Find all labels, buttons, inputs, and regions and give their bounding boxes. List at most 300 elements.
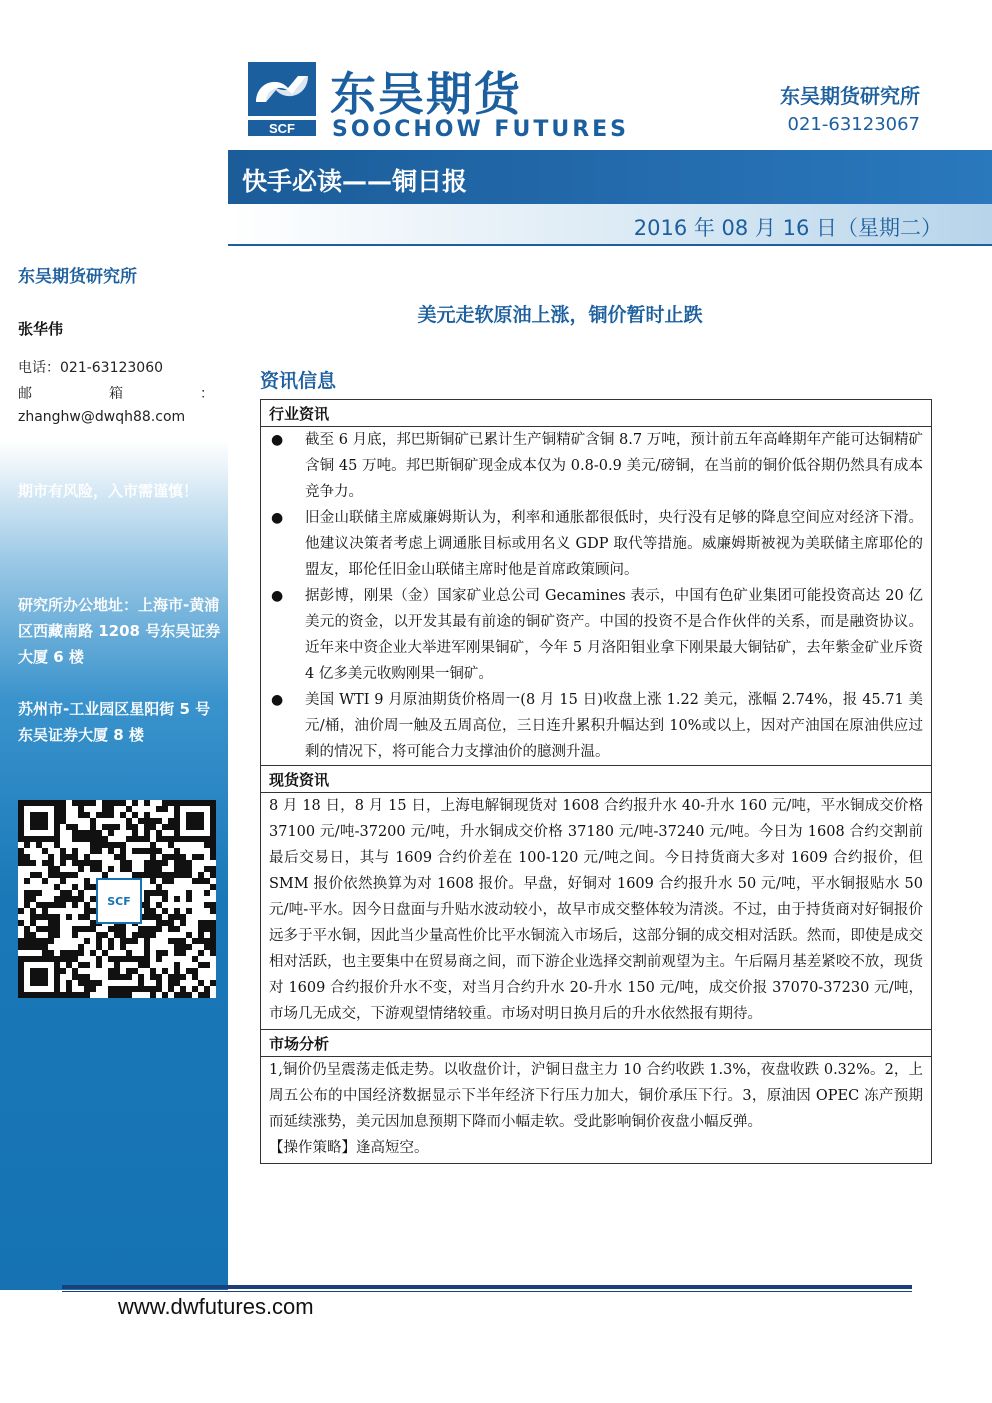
qr-module bbox=[144, 956, 150, 962]
qr-module bbox=[60, 848, 66, 854]
qr-module bbox=[42, 860, 48, 866]
qr-module bbox=[60, 890, 66, 896]
company-name-en: SOOCHOW FUTURES bbox=[332, 117, 630, 142]
qr-module bbox=[156, 920, 162, 926]
qr-module bbox=[84, 878, 90, 884]
qr-module bbox=[54, 842, 60, 848]
qr-module bbox=[108, 800, 114, 806]
qr-module bbox=[150, 854, 156, 860]
risk-warning: 期市有风险，入市需谨慎！ bbox=[18, 482, 199, 500]
qr-module bbox=[48, 920, 54, 926]
qr-module bbox=[144, 800, 150, 806]
qr-module bbox=[150, 974, 156, 980]
qr-module bbox=[90, 842, 96, 848]
qr-module bbox=[24, 800, 30, 806]
qr-module bbox=[198, 872, 204, 878]
qr-module bbox=[150, 986, 156, 992]
qr-module bbox=[30, 974, 36, 980]
qr-module bbox=[18, 992, 24, 998]
qr-module bbox=[36, 914, 42, 920]
qr-module bbox=[150, 890, 156, 896]
qr-module bbox=[150, 908, 156, 914]
qr-module bbox=[144, 890, 150, 896]
qr-module bbox=[36, 980, 42, 986]
qr-module bbox=[42, 902, 48, 908]
qr-module bbox=[198, 800, 204, 806]
qr-module bbox=[66, 890, 72, 896]
qr-module bbox=[144, 932, 150, 938]
qr-module bbox=[192, 824, 198, 830]
qr-module bbox=[66, 896, 72, 902]
qr-module bbox=[78, 812, 84, 818]
qr-module bbox=[24, 992, 30, 998]
qr-module bbox=[78, 992, 84, 998]
qr-module bbox=[186, 872, 192, 878]
qr-module bbox=[162, 872, 168, 878]
qr-module bbox=[84, 980, 90, 986]
qr-module bbox=[204, 800, 210, 806]
qr-module bbox=[48, 860, 54, 866]
qr-module bbox=[24, 860, 30, 866]
office-address-suzhou: 苏州市-工业园区星阳街 5 号东吴证券大厦 8 楼 bbox=[18, 700, 211, 744]
qr-module bbox=[78, 914, 84, 920]
qr-module bbox=[114, 926, 120, 932]
qr-module bbox=[54, 992, 60, 998]
spot-news-text: 8 月 18 日，8 月 15 日，上海电解铜现货对 1608 合约报升水 40-升水 160 元/吨，平水铜成交价格 37100 元/吨-37200 元/吨，升水铜成交价格 37180 元/吨-37240 元/吨。今日为 1608 合约交割前最后交易日，其与 1609 合约价差在 100-120 元/吨之间。今日持货商大多对 1609 合约报价，但 SMM 报价依然换算为对 1608 报价。早盘，好铜对 1609 合约报升水 50 元/吨，平水铜报贴水 50 元/吨-平水。因今日盘面与升贴水波动较小，故早市成交整体较为清淡。不过，由于持货商对好铜报价远多于平水铜，因此当少量高性价比平水铜流入市场后，这部分铜的成交相对活跃。然而，即使是成交相对活跃，也主要集中在贸易商之间，而下游企业选择交割前观望为主。午后隔月基差紧咬不放，现货对 1609 合约报价升水不变，对当月合约升水 20-升水 150 元/吨，成交价报 37070-37230 元/吨，市场几无成交，下游观望情绪较重。市场对明日换月后的升水依然报有期待。 bbox=[269, 798, 923, 1022]
qr-module bbox=[198, 836, 204, 842]
qr-module bbox=[60, 854, 66, 860]
qr-module bbox=[180, 992, 186, 998]
qr-module bbox=[18, 836, 24, 842]
news-table bbox=[260, 399, 932, 1164]
qr-module bbox=[174, 860, 180, 866]
qr-module bbox=[168, 974, 174, 980]
qr-module bbox=[66, 992, 72, 998]
qr-module bbox=[150, 848, 156, 854]
qr-module bbox=[174, 992, 180, 998]
qr-module bbox=[42, 914, 48, 920]
qr-module bbox=[204, 902, 210, 908]
qr-module bbox=[36, 974, 42, 980]
qr-module bbox=[54, 800, 60, 806]
qr-module bbox=[48, 836, 54, 842]
industry-news-heading: 行业资讯 bbox=[261, 400, 931, 427]
qr-module bbox=[24, 932, 30, 938]
qr-module bbox=[132, 836, 138, 842]
logo-badge-text: SCF bbox=[269, 121, 295, 136]
qr-module bbox=[204, 962, 210, 968]
qr-module bbox=[126, 956, 132, 962]
qr-module bbox=[96, 812, 102, 818]
qr-module bbox=[186, 968, 192, 974]
news-item-text: 美国 WTI 9 月原油期货价格周一(8 月 15 日)收盘上涨 1.22 美元，涨幅 2.74%，报 45.71 美元/桶，油价周一触及五周高位，三日连升累积升幅达到 10%或以上，因对产油国在原油供应过剩的情况下，将可能合力支撑油价的臆测升温。 bbox=[305, 692, 923, 760]
qr-module bbox=[150, 872, 156, 878]
qr-module bbox=[150, 866, 156, 872]
company-name-cn: 东吴期货 bbox=[330, 67, 522, 121]
qr-module bbox=[30, 944, 36, 950]
qr-module bbox=[126, 992, 132, 998]
qr-module bbox=[102, 836, 108, 842]
qr-module bbox=[132, 830, 138, 836]
qr-module bbox=[150, 818, 156, 824]
qr-module bbox=[186, 866, 192, 872]
qr-module bbox=[168, 824, 174, 830]
qr-module bbox=[120, 800, 126, 806]
qr-module bbox=[156, 986, 162, 992]
qr-module bbox=[102, 800, 108, 806]
qr-module bbox=[180, 872, 186, 878]
qr-module bbox=[54, 830, 60, 836]
qr-module bbox=[72, 830, 78, 836]
qr-module bbox=[24, 938, 30, 944]
qr-module bbox=[192, 956, 198, 962]
footer-website-link[interactable]: www.dwfutures.com bbox=[118, 1294, 314, 1319]
qr-module bbox=[174, 824, 180, 830]
qr-module bbox=[78, 866, 84, 872]
qr-module bbox=[186, 908, 192, 914]
qr-module bbox=[210, 812, 216, 818]
qr-module bbox=[126, 986, 132, 992]
qr-module bbox=[156, 872, 162, 878]
qr-module bbox=[204, 890, 210, 896]
qr-module bbox=[114, 992, 120, 998]
qr-module bbox=[192, 818, 198, 824]
qr-module bbox=[174, 848, 180, 854]
qr-module bbox=[42, 878, 48, 884]
qr-module bbox=[42, 950, 48, 956]
section-title: 资讯信息 bbox=[260, 370, 337, 392]
qr-module bbox=[24, 890, 30, 896]
qr-module bbox=[144, 872, 150, 878]
qr-module bbox=[144, 950, 150, 956]
qr-module bbox=[192, 854, 198, 860]
qr-module bbox=[42, 980, 48, 986]
qr-module bbox=[174, 830, 180, 836]
qr-module bbox=[132, 956, 138, 962]
qr-module bbox=[156, 848, 162, 854]
report-title-bar bbox=[228, 150, 992, 204]
qr-module bbox=[54, 806, 60, 812]
qr-module bbox=[132, 932, 138, 938]
qr-module bbox=[18, 920, 24, 926]
qr-module bbox=[96, 848, 102, 854]
spot-news-section bbox=[261, 793, 931, 1030]
qr-module bbox=[156, 956, 162, 962]
qr-module bbox=[18, 956, 24, 962]
qr-module bbox=[186, 824, 192, 830]
qr-module bbox=[36, 812, 42, 818]
qr-module bbox=[114, 956, 120, 962]
qr-module bbox=[60, 806, 66, 812]
qr-code bbox=[18, 800, 216, 998]
qr-module bbox=[144, 926, 150, 932]
qr-module bbox=[198, 962, 204, 968]
qr-module bbox=[180, 950, 186, 956]
market-analysis-section bbox=[261, 1057, 931, 1163]
qr-module bbox=[60, 902, 66, 908]
qr-module bbox=[210, 872, 216, 878]
qr-module bbox=[96, 866, 102, 872]
qr-module bbox=[18, 860, 24, 866]
qr-module bbox=[18, 962, 24, 968]
qr-module bbox=[78, 980, 84, 986]
qr-module bbox=[42, 836, 48, 842]
qr-module bbox=[108, 824, 114, 830]
qr-module bbox=[204, 836, 210, 842]
qr-module bbox=[156, 806, 162, 812]
qr-module bbox=[120, 848, 126, 854]
qr-module bbox=[108, 956, 114, 962]
qr-module bbox=[126, 836, 132, 842]
qr-module bbox=[138, 956, 144, 962]
qr-module bbox=[30, 968, 36, 974]
qr-module bbox=[54, 866, 60, 872]
qr-module bbox=[186, 818, 192, 824]
qr-module bbox=[78, 806, 84, 812]
qr-module bbox=[42, 800, 48, 806]
qr-module bbox=[144, 986, 150, 992]
qr-module bbox=[210, 842, 216, 848]
qr-module bbox=[198, 824, 204, 830]
qr-module bbox=[42, 968, 48, 974]
qr-module bbox=[84, 914, 90, 920]
qr-module bbox=[168, 920, 174, 926]
qr-module bbox=[36, 818, 42, 824]
qr-module bbox=[120, 812, 126, 818]
qr-module bbox=[180, 800, 186, 806]
qr-module bbox=[162, 968, 168, 974]
qr-module bbox=[72, 848, 78, 854]
qr-module bbox=[78, 836, 84, 842]
qr-module bbox=[162, 854, 168, 860]
qr-module bbox=[42, 938, 48, 944]
qr-module bbox=[174, 974, 180, 980]
qr-module bbox=[108, 830, 114, 836]
qr-module bbox=[72, 950, 78, 956]
analyst-email[interactable]: zhanghw@dwqh88.com bbox=[18, 409, 186, 425]
qr-module bbox=[120, 866, 126, 872]
qr-module bbox=[156, 980, 162, 986]
qr-module bbox=[84, 962, 90, 968]
qr-module bbox=[120, 854, 126, 860]
qr-module bbox=[120, 956, 126, 962]
qr-module bbox=[150, 926, 156, 932]
qr-module bbox=[48, 800, 54, 806]
qr-module bbox=[198, 938, 204, 944]
qr-module bbox=[24, 878, 30, 884]
qr-module bbox=[186, 800, 192, 806]
qr-module bbox=[156, 926, 162, 932]
qr-module bbox=[18, 938, 24, 944]
qr-module bbox=[144, 848, 150, 854]
qr-module bbox=[90, 860, 96, 866]
qr-module bbox=[180, 938, 186, 944]
qr-module bbox=[126, 818, 132, 824]
spot-news-heading: 现货资讯 bbox=[261, 766, 931, 793]
qr-module bbox=[30, 860, 36, 866]
qr-module bbox=[144, 818, 150, 824]
qr-module bbox=[54, 968, 60, 974]
qr-module bbox=[198, 950, 204, 956]
qr-module bbox=[180, 986, 186, 992]
qr-module bbox=[156, 830, 162, 836]
qr-module bbox=[138, 986, 144, 992]
qr-module bbox=[204, 842, 210, 848]
qr-module bbox=[72, 932, 78, 938]
qr-module bbox=[144, 914, 150, 920]
qr-module bbox=[210, 938, 216, 944]
qr-module bbox=[72, 992, 78, 998]
qr-module bbox=[168, 938, 174, 944]
qr-module bbox=[42, 908, 48, 914]
qr-module bbox=[144, 896, 150, 902]
qr-module bbox=[210, 926, 216, 932]
qr-module bbox=[18, 806, 24, 812]
qr-module bbox=[126, 860, 132, 866]
qr-module bbox=[72, 800, 78, 806]
qr-module bbox=[42, 992, 48, 998]
qr-module bbox=[42, 956, 48, 962]
qr-module bbox=[108, 926, 114, 932]
qr-module bbox=[198, 926, 204, 932]
qr-module bbox=[180, 944, 186, 950]
qr-module bbox=[138, 818, 144, 824]
report-date-bar bbox=[228, 204, 992, 246]
qr-module bbox=[138, 932, 144, 938]
sidebar bbox=[0, 0, 228, 1290]
qr-module bbox=[78, 926, 84, 932]
strategy-text: 【操作策略】逢高短空。 bbox=[269, 1140, 429, 1156]
list-item bbox=[261, 687, 931, 765]
qr-module bbox=[198, 980, 204, 986]
qr-module bbox=[30, 932, 36, 938]
qr-module bbox=[114, 932, 120, 938]
qr-module bbox=[114, 800, 120, 806]
qr-module bbox=[36, 800, 42, 806]
qr-module bbox=[198, 932, 204, 938]
qr-module bbox=[84, 854, 90, 860]
qr-module bbox=[156, 860, 162, 866]
qr-module bbox=[24, 956, 30, 962]
qr-module bbox=[30, 890, 36, 896]
qr-module bbox=[18, 824, 24, 830]
qr-module bbox=[42, 812, 48, 818]
qr-module bbox=[30, 938, 36, 944]
qr-module bbox=[54, 818, 60, 824]
qr-module bbox=[96, 830, 102, 836]
qr-module bbox=[162, 800, 168, 806]
qr-module bbox=[90, 830, 96, 836]
qr-module bbox=[162, 836, 168, 842]
qr-module bbox=[198, 854, 204, 860]
qr-module bbox=[72, 836, 78, 842]
office-address-shanghai: 研究所办公地址：上海市-黄浦区西藏南路 1208 号东吴证券大厦 6 楼 bbox=[18, 596, 221, 666]
qr-module bbox=[126, 866, 132, 872]
qr-module bbox=[72, 968, 78, 974]
qr-module bbox=[174, 962, 180, 968]
qr-module bbox=[60, 896, 66, 902]
qr-module bbox=[60, 812, 66, 818]
qr-module bbox=[54, 872, 60, 878]
qr-module bbox=[102, 932, 108, 938]
qr-module bbox=[156, 914, 162, 920]
qr-module bbox=[162, 878, 168, 884]
qr-module bbox=[144, 902, 150, 908]
qr-module bbox=[162, 896, 168, 902]
qr-module bbox=[84, 902, 90, 908]
qr-module bbox=[54, 902, 60, 908]
qr-module bbox=[96, 962, 102, 968]
qr-module bbox=[162, 860, 168, 866]
qr-module bbox=[210, 866, 216, 872]
qr-module bbox=[210, 920, 216, 926]
qr-module bbox=[174, 914, 180, 920]
qr-module bbox=[42, 818, 48, 824]
qr-module bbox=[210, 944, 216, 950]
header-institute: 东吴期货研究所 bbox=[780, 84, 920, 108]
qr-module bbox=[132, 848, 138, 854]
qr-module bbox=[150, 842, 156, 848]
qr-module bbox=[48, 872, 54, 878]
qr-module bbox=[132, 800, 138, 806]
qr-module bbox=[162, 920, 168, 926]
qr-module bbox=[204, 866, 210, 872]
qr-module bbox=[120, 842, 126, 848]
qr-module bbox=[120, 944, 126, 950]
qr-module bbox=[60, 800, 66, 806]
qr-module bbox=[54, 980, 60, 986]
qr-module bbox=[90, 836, 96, 842]
qr-module bbox=[72, 884, 78, 890]
qr-module bbox=[168, 980, 174, 986]
qr-module bbox=[168, 818, 174, 824]
qr-module bbox=[210, 800, 216, 806]
qr-module bbox=[54, 896, 60, 902]
qr-module bbox=[90, 980, 96, 986]
qr-module bbox=[24, 902, 30, 908]
qr-module bbox=[78, 974, 84, 980]
qr-module bbox=[84, 986, 90, 992]
qr-module bbox=[54, 986, 60, 992]
qr-module bbox=[150, 878, 156, 884]
qr-module bbox=[54, 914, 60, 920]
qr-module bbox=[30, 818, 36, 824]
qr-module bbox=[192, 878, 198, 884]
qr-module bbox=[192, 800, 198, 806]
qr-module bbox=[84, 860, 90, 866]
qr-module bbox=[126, 974, 132, 980]
qr-module bbox=[204, 938, 210, 944]
qr-module bbox=[18, 818, 24, 824]
qr-module bbox=[84, 830, 90, 836]
qr-module bbox=[48, 902, 54, 908]
qr-module bbox=[174, 908, 180, 914]
qr-module bbox=[198, 920, 204, 926]
qr-module bbox=[168, 872, 174, 878]
news-item-text: 旧金山联储主席威廉姆斯认为，利率和通胀都很低时，央行没有足够的降息空间应对经济下滑。他建议决策者考虑上调通胀目标或用名义 GDP 取代等措施。威廉姆斯被视为美联储主席耶伦的盟友，耶伦任旧金山联储主席时他是首席政策顾问。 bbox=[305, 510, 923, 578]
news-item-text: 截至 6 月底，邦巴斯铜矿已累计生产铜精矿含铜 8.7 万吨，预计前五年高峰期年产能可达铜精矿含铜 45 万吨。邦巴斯铜矿现金成本仅为 0.8-0.9 美元/磅铜，在当前的铜价低谷期仍然具有成本竞争力。 bbox=[305, 432, 923, 500]
qr-module bbox=[120, 992, 126, 998]
qr-module bbox=[204, 986, 210, 992]
qr-module bbox=[168, 800, 174, 806]
qr-module bbox=[36, 944, 42, 950]
qr-module bbox=[126, 806, 132, 812]
qr-module bbox=[186, 836, 192, 842]
qr-module bbox=[186, 812, 192, 818]
qr-module bbox=[36, 938, 42, 944]
qr-module bbox=[150, 932, 156, 938]
qr-module bbox=[78, 860, 84, 866]
